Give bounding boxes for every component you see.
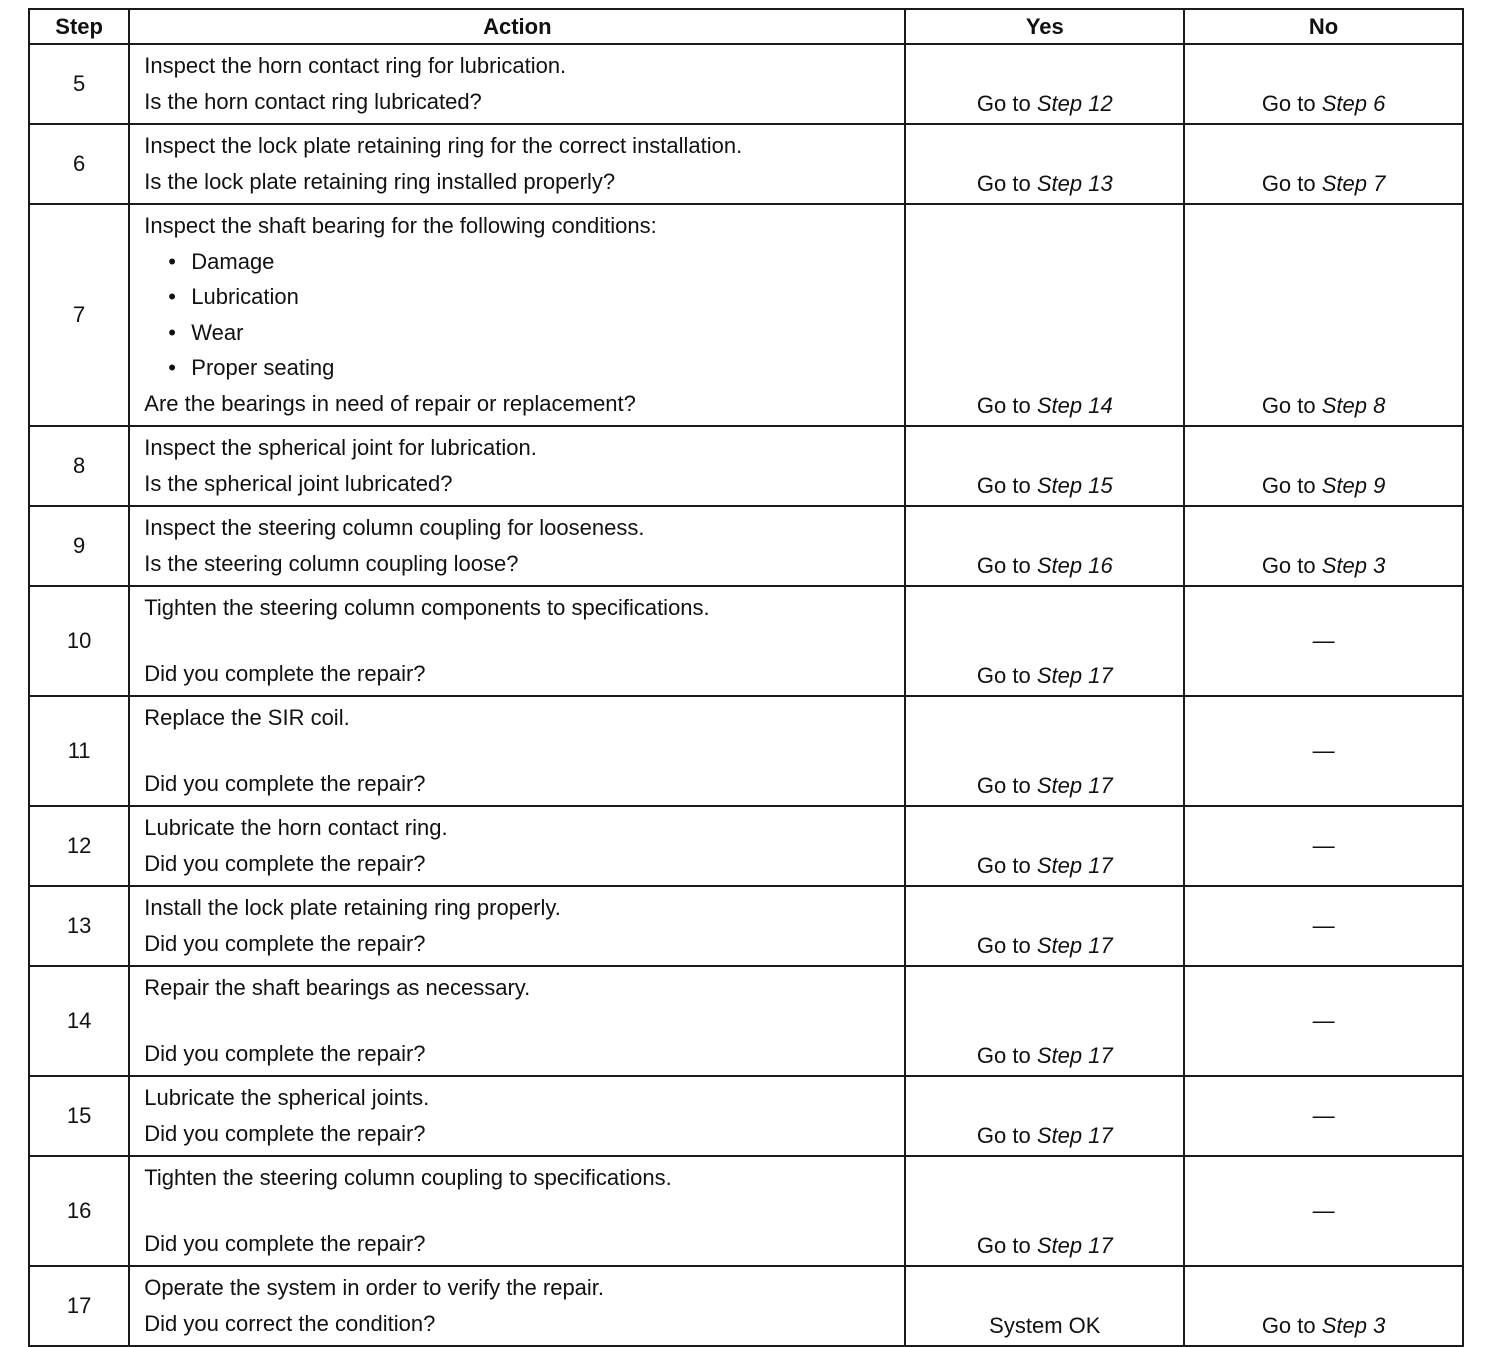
goto-prefix: Go to <box>976 553 1031 578</box>
goto-link[interactable] <box>1262 393 1386 418</box>
action-bullet-item: • Proper seating <box>144 350 894 386</box>
step-number: 13 <box>29 886 129 966</box>
goto-target: Step 17 <box>1036 773 1113 798</box>
outcome-text: — <box>1312 1198 1335 1223</box>
action-cell <box>129 506 905 586</box>
goto-target: Step 8 <box>1321 393 1386 418</box>
table-row <box>29 696 1463 806</box>
no-cell <box>1184 124 1463 204</box>
goto-target: Step 7 <box>1321 171 1386 196</box>
no-cell <box>1184 1156 1463 1266</box>
action-line: Tighten the steering column coupling to specifications. <box>144 1165 672 1190</box>
action-cell <box>129 966 905 1076</box>
step-number: 14 <box>29 966 129 1076</box>
step-number: 15 <box>29 1076 129 1156</box>
yes-cell <box>905 966 1184 1076</box>
action-line: Replace the SIR coil. <box>144 705 350 730</box>
action-cell <box>129 806 905 886</box>
outcome-text: System OK <box>989 1313 1101 1338</box>
action-line: Did you complete the repair? <box>144 660 426 686</box>
goto-prefix: Go to <box>976 473 1031 498</box>
goto-prefix: Go to <box>976 1123 1031 1148</box>
action-line: Tighten the steering column components to specifications. <box>144 595 710 620</box>
goto-target: Step 9 <box>1321 473 1386 498</box>
yes-cell <box>905 696 1184 806</box>
no-cell <box>1184 506 1463 586</box>
table-row <box>29 1156 1463 1266</box>
header-step: Step <box>29 9 129 44</box>
action-cell <box>129 586 905 696</box>
action-line: Install the lock plate retaining ring properly. <box>144 895 561 920</box>
yes-cell <box>905 1266 1184 1346</box>
goto-prefix: Go to <box>976 171 1031 196</box>
goto-link[interactable] <box>977 393 1113 418</box>
goto-prefix: Go to <box>976 1233 1031 1258</box>
table-row <box>29 886 1463 966</box>
outcome-text: — <box>1312 738 1335 763</box>
goto-target: Step 17 <box>1036 1123 1113 1148</box>
goto-prefix: Go to <box>1261 171 1316 196</box>
action-line: Inspect the steering column coupling for looseness. <box>144 515 645 540</box>
goto-target: Step 13 <box>1036 171 1113 196</box>
goto-link[interactable] <box>977 933 1113 958</box>
yes-cell <box>905 1156 1184 1266</box>
goto-target: Step 12 <box>1036 91 1113 116</box>
yes-cell <box>905 1076 1184 1156</box>
table-row <box>29 44 1463 124</box>
yes-cell <box>905 506 1184 586</box>
header-no: No <box>1184 9 1463 44</box>
goto-prefix: Go to <box>1261 91 1316 116</box>
goto-link[interactable] <box>977 1043 1113 1068</box>
action-cell <box>129 124 905 204</box>
yes-cell <box>905 586 1184 696</box>
action-cell <box>129 886 905 966</box>
goto-link[interactable] <box>977 663 1113 688</box>
action-line: Did you complete the repair? <box>144 770 426 796</box>
table-row <box>29 506 1463 586</box>
outcome-text: — <box>1312 1103 1335 1128</box>
action-line: Inspect the shaft bearing for the following conditions: <box>144 213 657 238</box>
outcome-text: — <box>1312 913 1335 938</box>
action-cell <box>129 696 905 806</box>
goto-prefix: Go to <box>1261 553 1316 578</box>
action-line: Did you complete the repair? <box>144 1230 426 1256</box>
goto-target: Step 3 <box>1321 553 1386 578</box>
action-line: Inspect the lock plate retaining ring for the correct installation. <box>144 133 743 158</box>
step-number: 7 <box>29 204 129 426</box>
goto-prefix: Go to <box>976 663 1031 688</box>
step-number: 5 <box>29 44 129 124</box>
diagnostic-table <box>28 8 1464 1347</box>
goto-target: Step 17 <box>1036 1043 1113 1068</box>
goto-target: Step 17 <box>1036 663 1113 688</box>
action-line: Did you complete the repair? <box>144 930 426 956</box>
no-cell <box>1184 886 1463 966</box>
step-number: 6 <box>29 124 129 204</box>
action-cell <box>129 44 905 124</box>
yes-cell <box>905 806 1184 886</box>
goto-link[interactable] <box>977 91 1113 116</box>
action-spacer <box>144 736 894 766</box>
goto-prefix: Go to <box>976 393 1031 418</box>
yes-cell <box>905 44 1184 124</box>
no-cell <box>1184 44 1463 124</box>
goto-prefix: Go to <box>1261 473 1316 498</box>
header-action: Action <box>129 9 905 44</box>
action-bullet-item: • Lubrication <box>144 279 894 315</box>
action-line: Lubricate the spherical joints. <box>144 1085 430 1110</box>
header-yes: Yes <box>905 9 1184 44</box>
goto-prefix: Go to <box>1261 1313 1316 1338</box>
table-row <box>29 586 1463 696</box>
step-number: 16 <box>29 1156 129 1266</box>
goto-prefix: Go to <box>1261 393 1316 418</box>
table-row <box>29 204 1463 426</box>
table-row <box>29 124 1463 204</box>
no-cell <box>1184 696 1463 806</box>
step-number: 17 <box>29 1266 129 1346</box>
no-cell <box>1184 1076 1463 1156</box>
goto-link[interactable] <box>977 853 1113 878</box>
goto-link[interactable] <box>1262 171 1386 196</box>
table-row <box>29 1266 1463 1346</box>
yes-cell <box>905 124 1184 204</box>
action-line: Inspect the spherical joint for lubrication. <box>144 435 537 460</box>
goto-target: Step 6 <box>1321 91 1386 116</box>
action-line: Did you complete the repair? <box>144 1120 426 1146</box>
action-spacer <box>144 1006 894 1036</box>
goto-link[interactable] <box>977 171 1113 196</box>
goto-target: Step 17 <box>1036 933 1113 958</box>
goto-link[interactable] <box>977 1233 1113 1258</box>
table-row <box>29 966 1463 1076</box>
action-spacer <box>144 626 894 656</box>
goto-prefix: Go to <box>976 773 1031 798</box>
goto-target: Step 17 <box>1036 853 1113 878</box>
table-row <box>29 426 1463 506</box>
no-cell <box>1184 966 1463 1076</box>
no-cell <box>1184 1266 1463 1346</box>
action-cell <box>129 1156 905 1266</box>
action-cell <box>129 1266 905 1346</box>
outcome-text: — <box>1312 833 1335 858</box>
yes-cell <box>905 886 1184 966</box>
goto-target: Step 3 <box>1321 1313 1386 1338</box>
outcome-text: — <box>1312 628 1335 653</box>
goto-link[interactable] <box>1262 91 1386 116</box>
action-line: Is the lock plate retaining ring installed properly? <box>144 168 616 194</box>
goto-target: Step 15 <box>1036 473 1113 498</box>
step-number: 9 <box>29 506 129 586</box>
no-cell <box>1184 426 1463 506</box>
no-cell <box>1184 586 1463 696</box>
action-cell <box>129 1076 905 1156</box>
action-line: Is the spherical joint lubricated? <box>144 470 453 496</box>
yes-cell <box>905 204 1184 426</box>
yes-cell <box>905 426 1184 506</box>
table-body <box>29 44 1463 1346</box>
step-number: 10 <box>29 586 129 696</box>
table-row <box>29 1076 1463 1156</box>
no-cell <box>1184 204 1463 426</box>
table-header-row <box>29 9 1463 44</box>
action-line: Operate the system in order to verify the repair. <box>144 1275 605 1300</box>
action-line: Did you correct the condition? <box>144 1310 436 1336</box>
step-number: 11 <box>29 696 129 806</box>
action-line: Repair the shaft bearings as necessary. <box>144 975 531 1000</box>
no-cell <box>1184 806 1463 886</box>
goto-link[interactable] <box>977 553 1113 578</box>
action-cell <box>129 426 905 506</box>
goto-target: Step 17 <box>1036 1233 1113 1258</box>
goto-link[interactable] <box>1262 1313 1386 1338</box>
action-line: Lubricate the horn contact ring. <box>144 815 448 840</box>
action-line: Did you complete the repair? <box>144 1040 426 1066</box>
step-number: 12 <box>29 806 129 886</box>
goto-prefix: Go to <box>976 853 1031 878</box>
action-line: Is the horn contact ring lubricated? <box>144 88 482 114</box>
action-line: Is the steering column coupling loose? <box>144 550 519 576</box>
table-row <box>29 806 1463 886</box>
goto-link[interactable] <box>1262 553 1386 578</box>
action-line: Are the bearings in need of repair or replacement? <box>144 390 636 416</box>
action-bullet-item: • Wear <box>144 315 894 351</box>
diagnostic-table-container <box>28 8 1464 1347</box>
step-number: 8 <box>29 426 129 506</box>
goto-prefix: Go to <box>976 1043 1031 1068</box>
goto-link[interactable] <box>977 773 1113 798</box>
action-spacer <box>144 1196 894 1226</box>
action-cell <box>129 204 905 426</box>
goto-prefix: Go to <box>976 91 1031 116</box>
outcome-text: — <box>1312 1008 1335 1033</box>
goto-target: Step 16 <box>1036 553 1113 578</box>
goto-link[interactable] <box>977 473 1113 498</box>
goto-target: Step 14 <box>1036 393 1113 418</box>
goto-prefix: Go to <box>976 933 1031 958</box>
action-line: Inspect the horn contact ring for lubrication. <box>144 53 567 78</box>
action-line: Did you complete the repair? <box>144 850 426 876</box>
goto-link[interactable] <box>1262 473 1386 498</box>
goto-link[interactable] <box>977 1123 1113 1148</box>
action-bullet-item: • Damage <box>144 244 894 280</box>
